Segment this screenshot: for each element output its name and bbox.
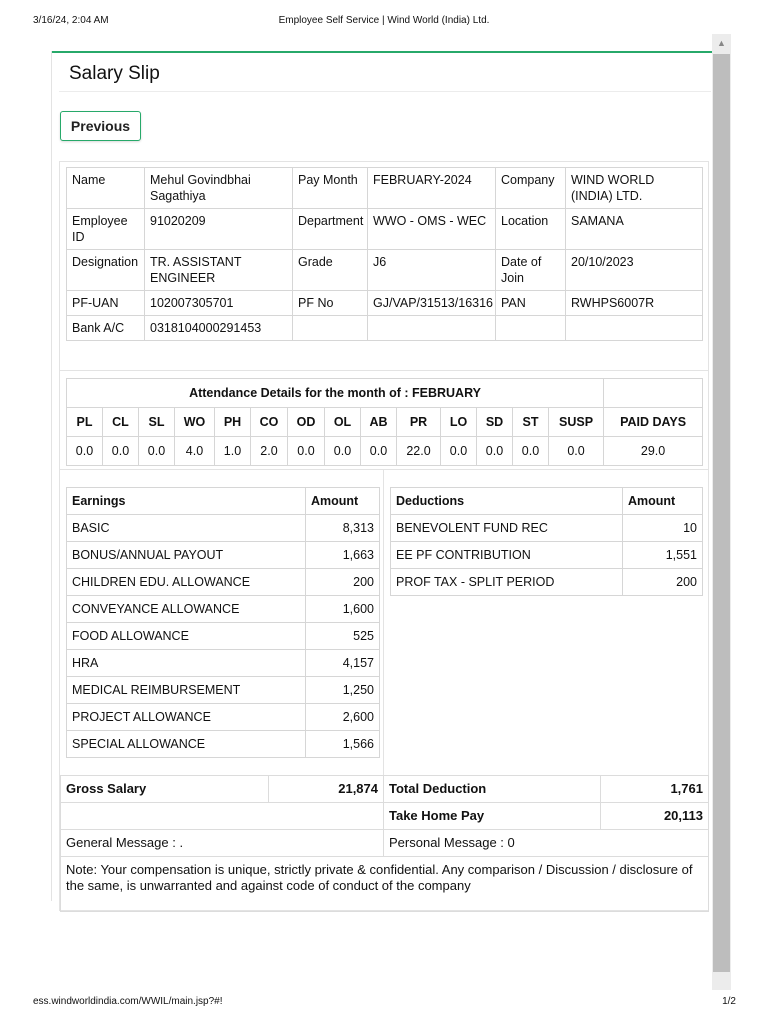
total-deduction-label: Total Deduction [384, 776, 601, 803]
print-page-title: Employee Self Service | Wind World (India) Ltd. [278, 15, 490, 26]
attendance-value: 0.0 [103, 437, 139, 466]
deduction-label: PROF TAX - SPLIT PERIOD [391, 569, 623, 596]
attendance-header: CL [103, 408, 139, 437]
table-row [67, 316, 703, 341]
attendance-value: 0.0 [67, 437, 103, 466]
deductions-header-row [391, 488, 703, 515]
table-row [67, 168, 703, 209]
earning-amount: 4,157 [306, 650, 380, 677]
earnings-table [66, 487, 380, 758]
bank-account-value: 0318104000291453 [145, 316, 293, 341]
section-divider [60, 469, 708, 470]
earning-label: CONVEYANCE ALLOWANCE [67, 596, 306, 623]
table-row [61, 776, 709, 803]
table-row [67, 677, 380, 704]
attendance-value: 0.0 [139, 437, 175, 466]
name-label: Name [67, 168, 145, 209]
empty-cell [293, 316, 368, 341]
pf-uan-label: PF-UAN [67, 291, 145, 316]
designation-label: Designation [67, 250, 145, 291]
table-row [61, 857, 709, 912]
deductions-header: Deductions [391, 488, 623, 515]
earning-label: BONUS/ANNUAL PAYOUT [67, 542, 306, 569]
pf-uan-value: 102007305701 [145, 291, 293, 316]
earning-label: BASIC [67, 515, 306, 542]
attendance-value: 0.0 [513, 437, 549, 466]
print-url: ess.windworldindia.com/WWIL/main.jsp?#! [33, 996, 223, 1007]
earning-amount: 1,566 [306, 731, 380, 758]
general-message: General Message : . [61, 830, 384, 857]
table-row [67, 596, 380, 623]
total-deduction-value: 1,761 [601, 776, 709, 803]
attendance-header-row [67, 408, 703, 437]
attendance-header: PH [215, 408, 251, 437]
title-divider [59, 91, 711, 92]
empty-cell [61, 803, 384, 830]
deduction-label: EE PF CONTRIBUTION [391, 542, 623, 569]
earning-label: PROJECT ALLOWANCE [67, 704, 306, 731]
earning-amount: 2,600 [306, 704, 380, 731]
earning-amount: 1,250 [306, 677, 380, 704]
attendance-header: SL [139, 408, 175, 437]
table-row [67, 291, 703, 316]
previous-button[interactable]: Previous [60, 111, 141, 141]
earning-amount: 1,663 [306, 542, 380, 569]
table-row [61, 830, 709, 857]
attendance-value: 0.0 [441, 437, 477, 466]
attendance-header: PR [397, 408, 441, 437]
vertical-scrollbar[interactable] [712, 34, 731, 990]
earning-label: SPECIAL ALLOWANCE [67, 731, 306, 758]
grade-label: Grade [293, 250, 368, 291]
earnings-deductions-divider [383, 470, 384, 775]
earning-amount: 1,600 [306, 596, 380, 623]
table-row [67, 542, 380, 569]
attendance-title: Attendance Details for the month of : FEBRUARY [67, 379, 604, 408]
department-value: WWO - OMS - WEC [368, 209, 496, 250]
attendance-header: OD [288, 408, 325, 437]
attendance-value: 29.0 [604, 437, 703, 466]
attendance-value: 0.0 [288, 437, 325, 466]
section-divider [60, 370, 708, 371]
take-home-pay-value: 20,113 [601, 803, 709, 830]
attendance-header: AB [361, 408, 397, 437]
attendance-value: 0.0 [549, 437, 604, 466]
company-value: WIND WORLD (INDIA) LTD. [566, 168, 703, 209]
earnings-header-row [67, 488, 380, 515]
table-row [391, 542, 703, 569]
attendance-value: 0.0 [477, 437, 513, 466]
take-home-pay-label: Take Home Pay [384, 803, 601, 830]
empty-cell [368, 316, 496, 341]
earning-amount: 200 [306, 569, 380, 596]
earning-amount: 525 [306, 623, 380, 650]
pay-month-label: Pay Month [293, 168, 368, 209]
name-value: Mehul Govindbhai Sagathiya [145, 168, 293, 209]
table-row [67, 623, 380, 650]
attendance-title-row [67, 379, 703, 408]
table-row [67, 704, 380, 731]
table-row [67, 250, 703, 291]
attendance-header: ST [513, 408, 549, 437]
earning-label: FOOD ALLOWANCE [67, 623, 306, 650]
attendance-header: CO [251, 408, 288, 437]
earnings-amount-header: Amount [306, 488, 380, 515]
attendance-header: WO [175, 408, 215, 437]
accent-top-border [51, 51, 712, 53]
gross-salary-label: Gross Salary [61, 776, 269, 803]
earnings-header: Earnings [67, 488, 306, 515]
employee-info-table [66, 167, 703, 341]
table-row [67, 515, 380, 542]
designation-value: TR. ASSISTANT ENGINEER [145, 250, 293, 291]
attendance-value: 2.0 [251, 437, 288, 466]
empty-cell [604, 379, 703, 408]
location-label: Location [496, 209, 566, 250]
department-label: Department [293, 209, 368, 250]
table-row [391, 515, 703, 542]
attendance-header: SD [477, 408, 513, 437]
grade-value: J6 [368, 250, 496, 291]
table-row [67, 569, 380, 596]
deductions-table [390, 487, 703, 596]
employee-id-label: Employee ID [67, 209, 145, 250]
deduction-amount: 1,551 [623, 542, 703, 569]
table-row [61, 803, 709, 830]
earning-amount: 8,313 [306, 515, 380, 542]
page-title: Salary Slip [69, 63, 160, 84]
pay-month-value: FEBRUARY-2024 [368, 168, 496, 209]
pan-value: RWHPS6007R [566, 291, 703, 316]
scrollbar-thumb[interactable] [713, 54, 730, 972]
attendance-header: PAID DAYS [604, 408, 703, 437]
company-label: Company [496, 168, 566, 209]
date-of-join-label: Date of Join [496, 250, 566, 291]
pan-label: PAN [496, 291, 566, 316]
attendance-header: OL [325, 408, 361, 437]
deduction-amount: 10 [623, 515, 703, 542]
table-row [67, 731, 380, 758]
confidentiality-note: Note: Your compensation is unique, strictly private & confidential. Any comparison / Discussion / disclosure of the same, is unwarranted and against code of conduct of the company [61, 857, 709, 912]
deductions-amount-header: Amount [623, 488, 703, 515]
empty-cell [566, 316, 703, 341]
deduction-label: BENEVOLENT FUND REC [391, 515, 623, 542]
earning-label: HRA [67, 650, 306, 677]
gross-salary-value: 21,874 [269, 776, 384, 803]
date-of-join-value: 20/10/2023 [566, 250, 703, 291]
personal-message: Personal Message : 0 [384, 830, 709, 857]
attendance-value: 0.0 [325, 437, 361, 466]
deduction-amount: 200 [623, 569, 703, 596]
location-value: SAMANA [566, 209, 703, 250]
empty-cell [496, 316, 566, 341]
attendance-header: LO [441, 408, 477, 437]
pf-no-value: GJ/VAP/31513/16316 [368, 291, 496, 316]
attendance-value: 4.0 [175, 437, 215, 466]
scroll-up-arrow-icon[interactable]: ▲ [717, 38, 726, 48]
table-row [67, 650, 380, 677]
earning-label: CHILDREN EDU. ALLOWANCE [67, 569, 306, 596]
bank-account-label: Bank A/C [67, 316, 145, 341]
pf-no-label: PF No [293, 291, 368, 316]
earning-label: MEDICAL REIMBURSEMENT [67, 677, 306, 704]
summary-table [60, 775, 709, 912]
attendance-table [66, 378, 703, 466]
table-row [67, 209, 703, 250]
attendance-values-row [67, 437, 703, 466]
table-row [391, 569, 703, 596]
print-page-number: 1/2 [722, 996, 736, 1007]
print-date: 3/16/24, 2:04 AM [33, 15, 109, 26]
attendance-header: PL [67, 408, 103, 437]
attendance-value: 1.0 [215, 437, 251, 466]
attendance-value: 22.0 [397, 437, 441, 466]
page-left-border [51, 51, 52, 901]
employee-id-value: 91020209 [145, 209, 293, 250]
attendance-value: 0.0 [361, 437, 397, 466]
attendance-header: SUSP [549, 408, 604, 437]
